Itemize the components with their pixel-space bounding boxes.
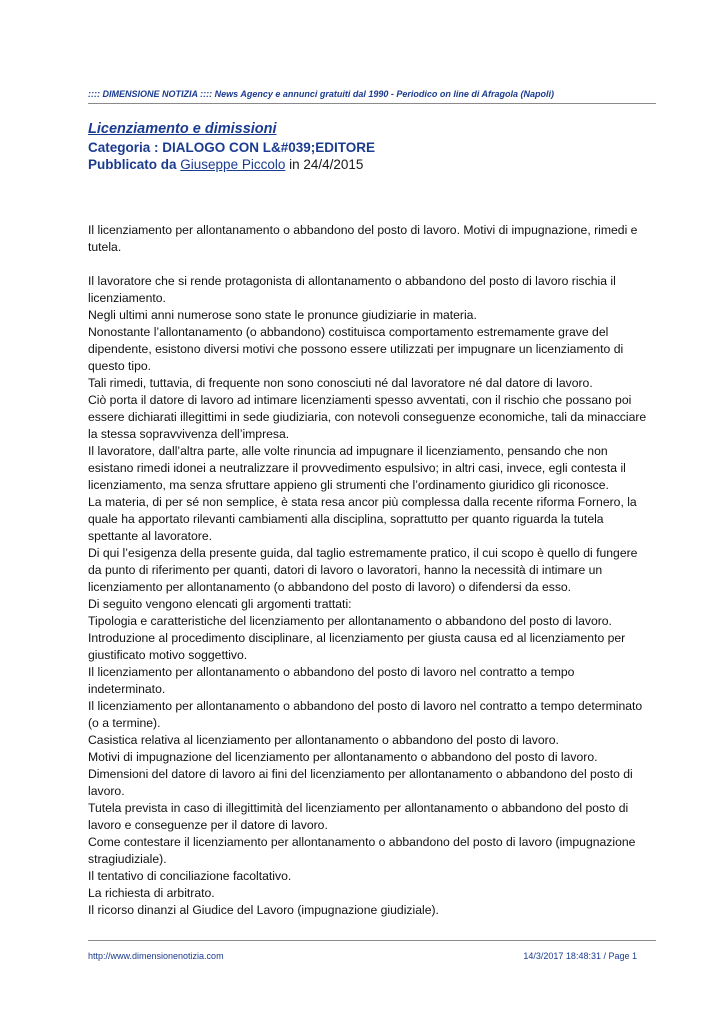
body-paragraph: Negli ultimi anni numerose sono state le pronunce giudiziarie in materia. [88,308,477,322]
body-paragraph: La materia, di per sé non semplice, è stata resa ancor più complessa dalla recente riforma Fornero, la quale ha apportato rilevanti cambiamenti alla disciplina, soprattutto per quanto riguarda la tutela spettante al lavoratore. [88,495,637,543]
footer-page-info: 14/3/2017 18:48:31 / Page 1 [523,951,637,961]
topic-item: La richiesta di arbitrato. [88,886,215,900]
topic-item: Motivi di impugnazione del licenziamento per allontanamento o abbandono del posto di lavoro. [88,750,598,764]
publish-date: in 24/4/2015 [289,157,364,172]
topic-item: Tutela prevista in caso di illegittimità del licenziamento per allontanamento o abbandono del posto di lavoro e conseguenze per il datore di lavoro. [88,801,629,832]
topic-item: Dimensioni del datore di lavoro ai fini del licenziamento per allontanamento o abbandono del posto di lavoro. [88,767,633,798]
body-paragraph: Ciò porta il datore di lavoro ad intimare licenziamenti spesso avventati, con il rischio che possano poi essere dichiarati illegittimi in sede giudiziaria, con notevoli conseguenze economiche, tali da minacciare la stessa sopravvivenza dell’impresa. [88,393,647,441]
article-byline [88,156,363,173]
topic-item: Il licenziamento per allontanamento o abbandono del posto di lavoro nel contratto a tempo determinato (o a termine). [88,699,643,730]
topic-item: Il ricorso dinanzi al Giudice del Lavoro (impugnazione giudiziale). [88,903,439,917]
article-intro: Il licenziamento per allontanamento o abbandono del posto di lavoro. Motivi di impugnazione, rimedi e tutela. [88,223,638,254]
body-paragraph: Il lavoratore che si rende protagonista di allontanamento o abbandono del posto di lavoro rischia il licenziamento. [88,274,616,305]
footer-url[interactable]: http://www.dimensionenotizia.com [88,951,224,961]
paragraph-spacer [88,256,648,273]
author-link[interactable]: Giuseppe Piccolo [180,157,286,172]
topic-item: Introduzione al procedimento disciplinare, al licenziamento per giusta causa ed al licenziamento per giustificato motivo soggettivo. [88,631,626,662]
topic-item: Tipologia e caratteristiche del licenziamento per allontanamento o abbandono del posto di lavoro. [88,614,612,628]
article-category: Categoria : DIALOGO CON L&#039;EDITORE [88,140,376,155]
topic-item: Il licenziamento per allontanamento o abbandono del posto di lavoro nel contratto a tempo indeterminato. [88,665,575,696]
body-paragraph: Il lavoratore, dall’altra parte, alle volte rinuncia ad impugnare il licenziamento, pensando che non esistano rimedi idonei a neutralizzare il provvedimento espulsivo; in altri casi, invece, egli contesta il licenziamento, ma senza sfruttare appieno gli strumenti che l’ordinamento giuridico gli riconosce. [88,444,626,492]
footer-divider [88,940,656,941]
body-paragraph: Tali rimedi, tuttavia, di frequente non sono conosciuti né dal lavoratore né dal datore di lavoro. [88,376,593,390]
article-body [88,222,648,919]
topic-item: Il tentativo di conciliazione facoltativo. [88,869,292,883]
body-paragraph: Nonostante l’allontanamento (o abbandono) costituisca comportamento estremamente grave del dipendente, esistono diversi motivi che possono essere utilizzati per impugnare un licenziamento di questo tipo. [88,325,624,373]
header-divider [88,103,656,104]
body-paragraph: Di qui l’esigenza della presente guida, dal taglio estremamente pratico, il cui scopo è quello di fungere da punto di riferimento per quanti, datori di lavoro o lavoratori, hanno la necessità di intimare un licenziamento per allontanamento (o abbandono del posto di lavoro) o difendersi da esso. [88,546,638,594]
published-label: Pubblicato da [88,157,177,172]
topic-item: Casistica relativa al licenziamento per allontanamento o abbandono del posto di lavoro. [88,733,559,747]
site-header: :::: DIMENSIONE NOTIZIA :::: News Agency e annunci gratuiti dal 1990 - Periodico on line di Afragola (Napoli) [88,89,555,99]
body-paragraph: Di seguito vengono elencati gli argomenti trattati: [88,597,352,611]
article-title[interactable]: Licenziamento e dimissioni [88,121,277,137]
topic-item: Come contestare il licenziamento per allontanamento o abbandono del posto di lavoro (impugnazione stragiudiziale). [88,835,636,866]
